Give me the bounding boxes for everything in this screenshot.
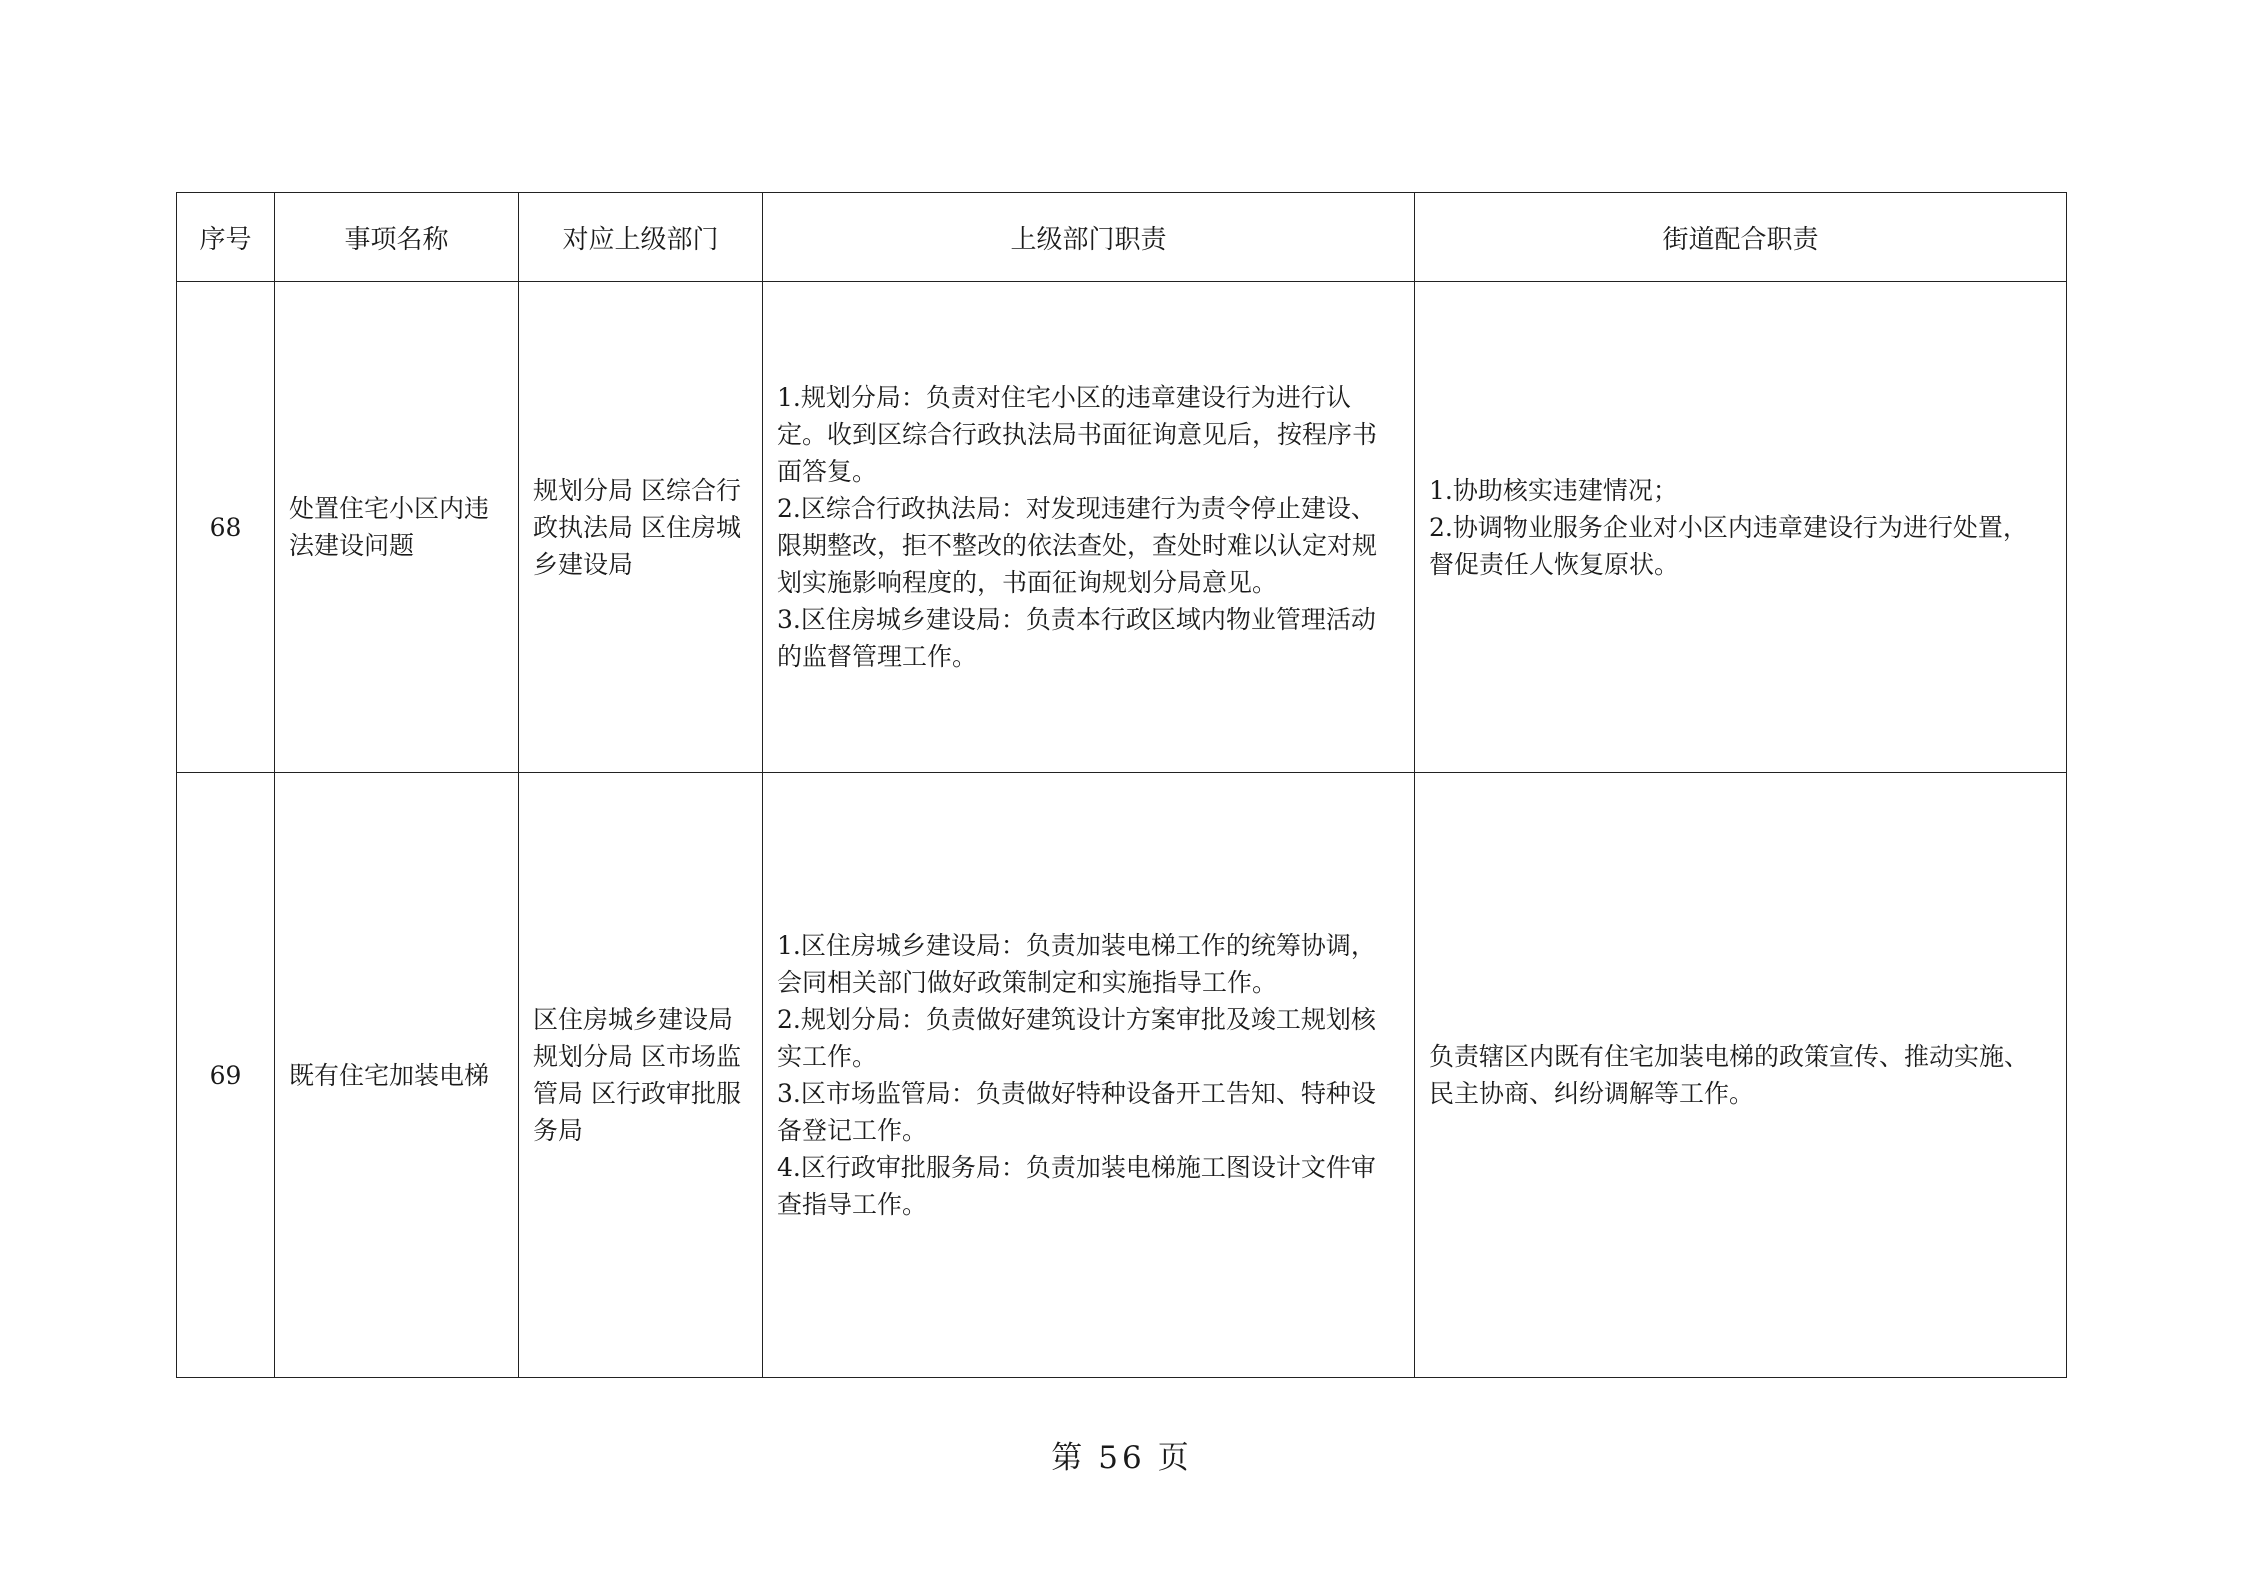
superior-duties [763,773,1415,1378]
superior-duties [763,282,1415,773]
street-duty-line: 负责辖区内既有住宅加装电梯的政策宣传、推动实施、民主协商、纠纷调解等工作。 [1429,1042,2030,1108]
duty-line: 2.规划分局：负责做好建筑设计方案审批及竣工规划核实工作。 [777,1005,1376,1071]
duty-line: 3.区市场监管局：负责做好特种设备开工告知、特种设备登记工作。 [777,1079,1376,1145]
street-duties [1415,282,2067,773]
page-suffix: 页 [1157,1440,1193,1476]
street-duty-line: 1.协助核实违建情况； [1429,475,1678,505]
duty-line: 1.规划分局：负责对住宅小区的违章建设行为进行认定。收到区综合行政执法局书面征询意见后，按程序书面答复。 [777,383,1378,486]
responsibility-table [176,192,2067,1378]
header-superior-dept: 对应上级部门 [519,193,763,282]
row-number: 68 [177,282,275,773]
duty-line: 1.区住房城乡建设局：负责加装电梯工作的统筹协调，会同相关部门做好政策制定和实施指导工作。 [777,931,1376,997]
table-header-row [177,193,2067,282]
row-number: 69 [177,773,275,1378]
street-duty-line: 2.协调物业服务企业对小区内违章建设行为进行处置，督促责任人恢复原状。 [1429,512,2028,579]
superior-dept: 区住房城乡建设局 规划分局 区市场监管局 区行政审批服务局 [519,773,763,1378]
duty-line: 3.区住房城乡建设局：负责本行政区域内物业管理活动的监督管理工作。 [777,605,1376,671]
street-duties [1415,773,2067,1378]
item-name: 既有住宅加装电梯 [275,773,519,1378]
header-no: 序号 [177,193,275,282]
page-number: 56 [1098,1440,1146,1476]
header-item-name: 事项名称 [275,193,519,282]
duty-line: 2.区综合行政执法局：对发现违建行为责令停止建设、限期整改，拒不整改的依法查处，查处时难以认定对规划实施影响程度的，书面征询规划分局意见。 [777,494,1378,597]
duty-line: 4.区行政审批服务局：负责加装电梯施工图设计文件审查指导工作。 [777,1153,1376,1219]
table-row [177,282,2067,773]
header-superior-duties: 上级部门职责 [763,193,1415,282]
page-number-footer [0,1432,2244,1477]
item-name: 处置住宅小区内违法建设问题 [275,282,519,773]
superior-dept: 规划分局 区综合行政执法局 区住房城乡建设局 [519,282,763,773]
header-street-duties: 街道配合职责 [1415,193,2067,282]
table-row [177,773,2067,1378]
page-prefix: 第 [1051,1440,1087,1476]
